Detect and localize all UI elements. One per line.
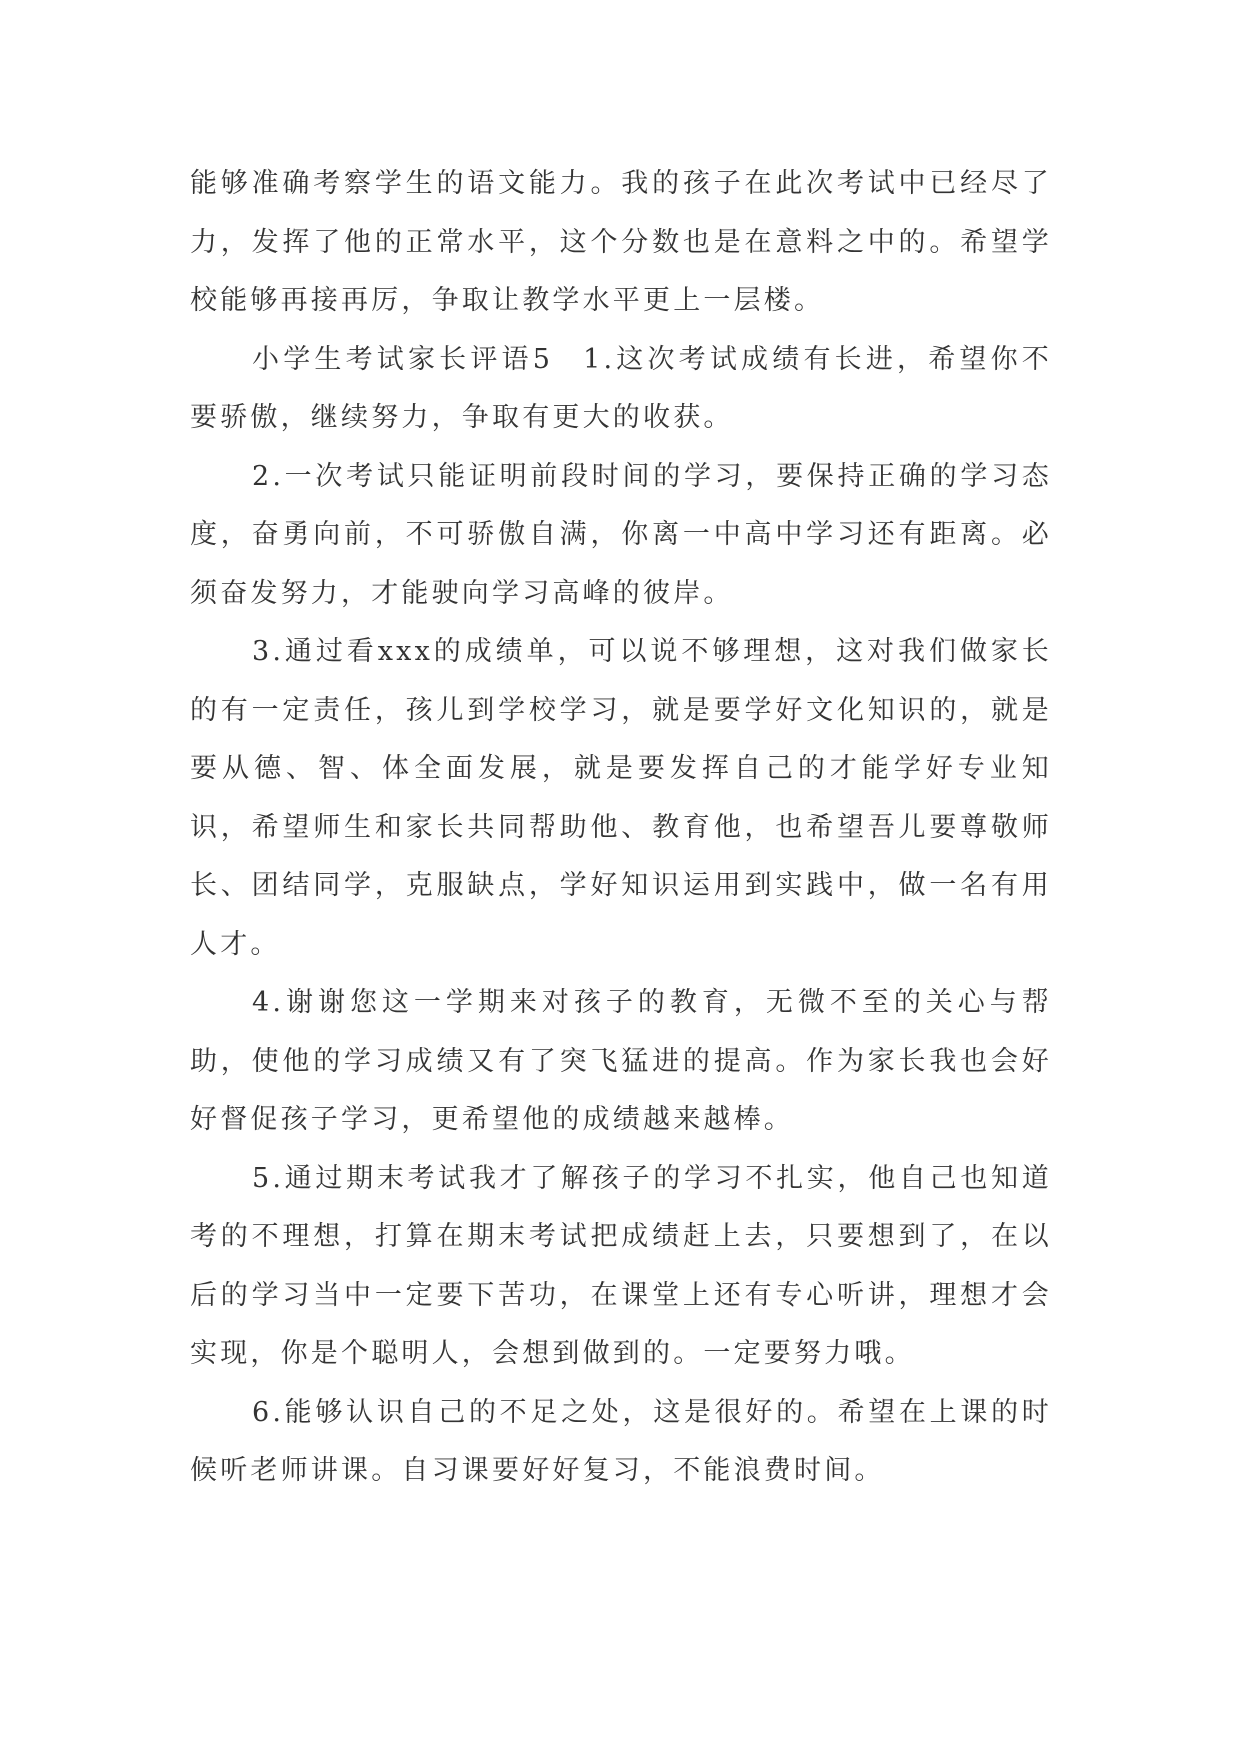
comment-item-1: 1.这次考试成绩有长进，希望你不要骄傲，继续努力，争取有更大的收获。	[190, 343, 1052, 433]
comment-item-5: 5.通过期末考试我才了解孩子的学习不扎实，他自己也知道考的不理想，打算在期末考试把成绩赶上去，只要想到了，在以后的学习当中一定要下苦功，在课堂上还有专心听讲，理想才会实现，你是个聪明人，会想到做到的。一定要努力哦。	[190, 1162, 1052, 1369]
paragraph-section-5	[190, 331, 1052, 448]
comment-item-6: 6.能够认识自己的不足之处，这是很好的。希望在上课的时候听老师讲课。自习课要好好复习，不能浪费时间。	[190, 1396, 1052, 1486]
document-body	[190, 155, 1052, 1501]
comment-item-4: 4.谢谢您这一学期来对孩子的教育，无微不至的关心与帮助，使他的学习成绩又有了突飞猛进的提高。作为家长我也会好好督促孩子学习，更希望他的成绩越来越棒。	[190, 987, 1052, 1135]
section-title: 小学生考试家长评语5	[252, 343, 554, 375]
comment-item-2: 2.一次考试只能证明前段时间的学习，要保持正确的学习态度，奋勇向前，不可骄傲自满，你离一中高中学习还有距离。必须奋发努力，才能驶向学习高峰的彼岸。	[190, 460, 1052, 609]
paragraph-continuation: 能够准确考察学生的语文能力。我的孩子在此次考试中已经尽了力，发挥了他的正常水平，这个分数也是在意料之中的。希望学校能够再接再厉，争取让教学水平更上一层楼。	[190, 168, 1052, 316]
comment-item-3: 3.通过看xxx的成绩单，可以说不够理想，这对我们做家长的有一定责任，孩儿到学校学习，就是要学好文化知识的，就是要从德、智、体全面发展，就是要发挥自己的才能学好专业知识，希望师生和家长共同帮助他、教育他，也希望吾儿要尊敬师长、团结同学，克服缺点，学好知识运用到实践中，做一名有用人才。	[190, 636, 1052, 960]
